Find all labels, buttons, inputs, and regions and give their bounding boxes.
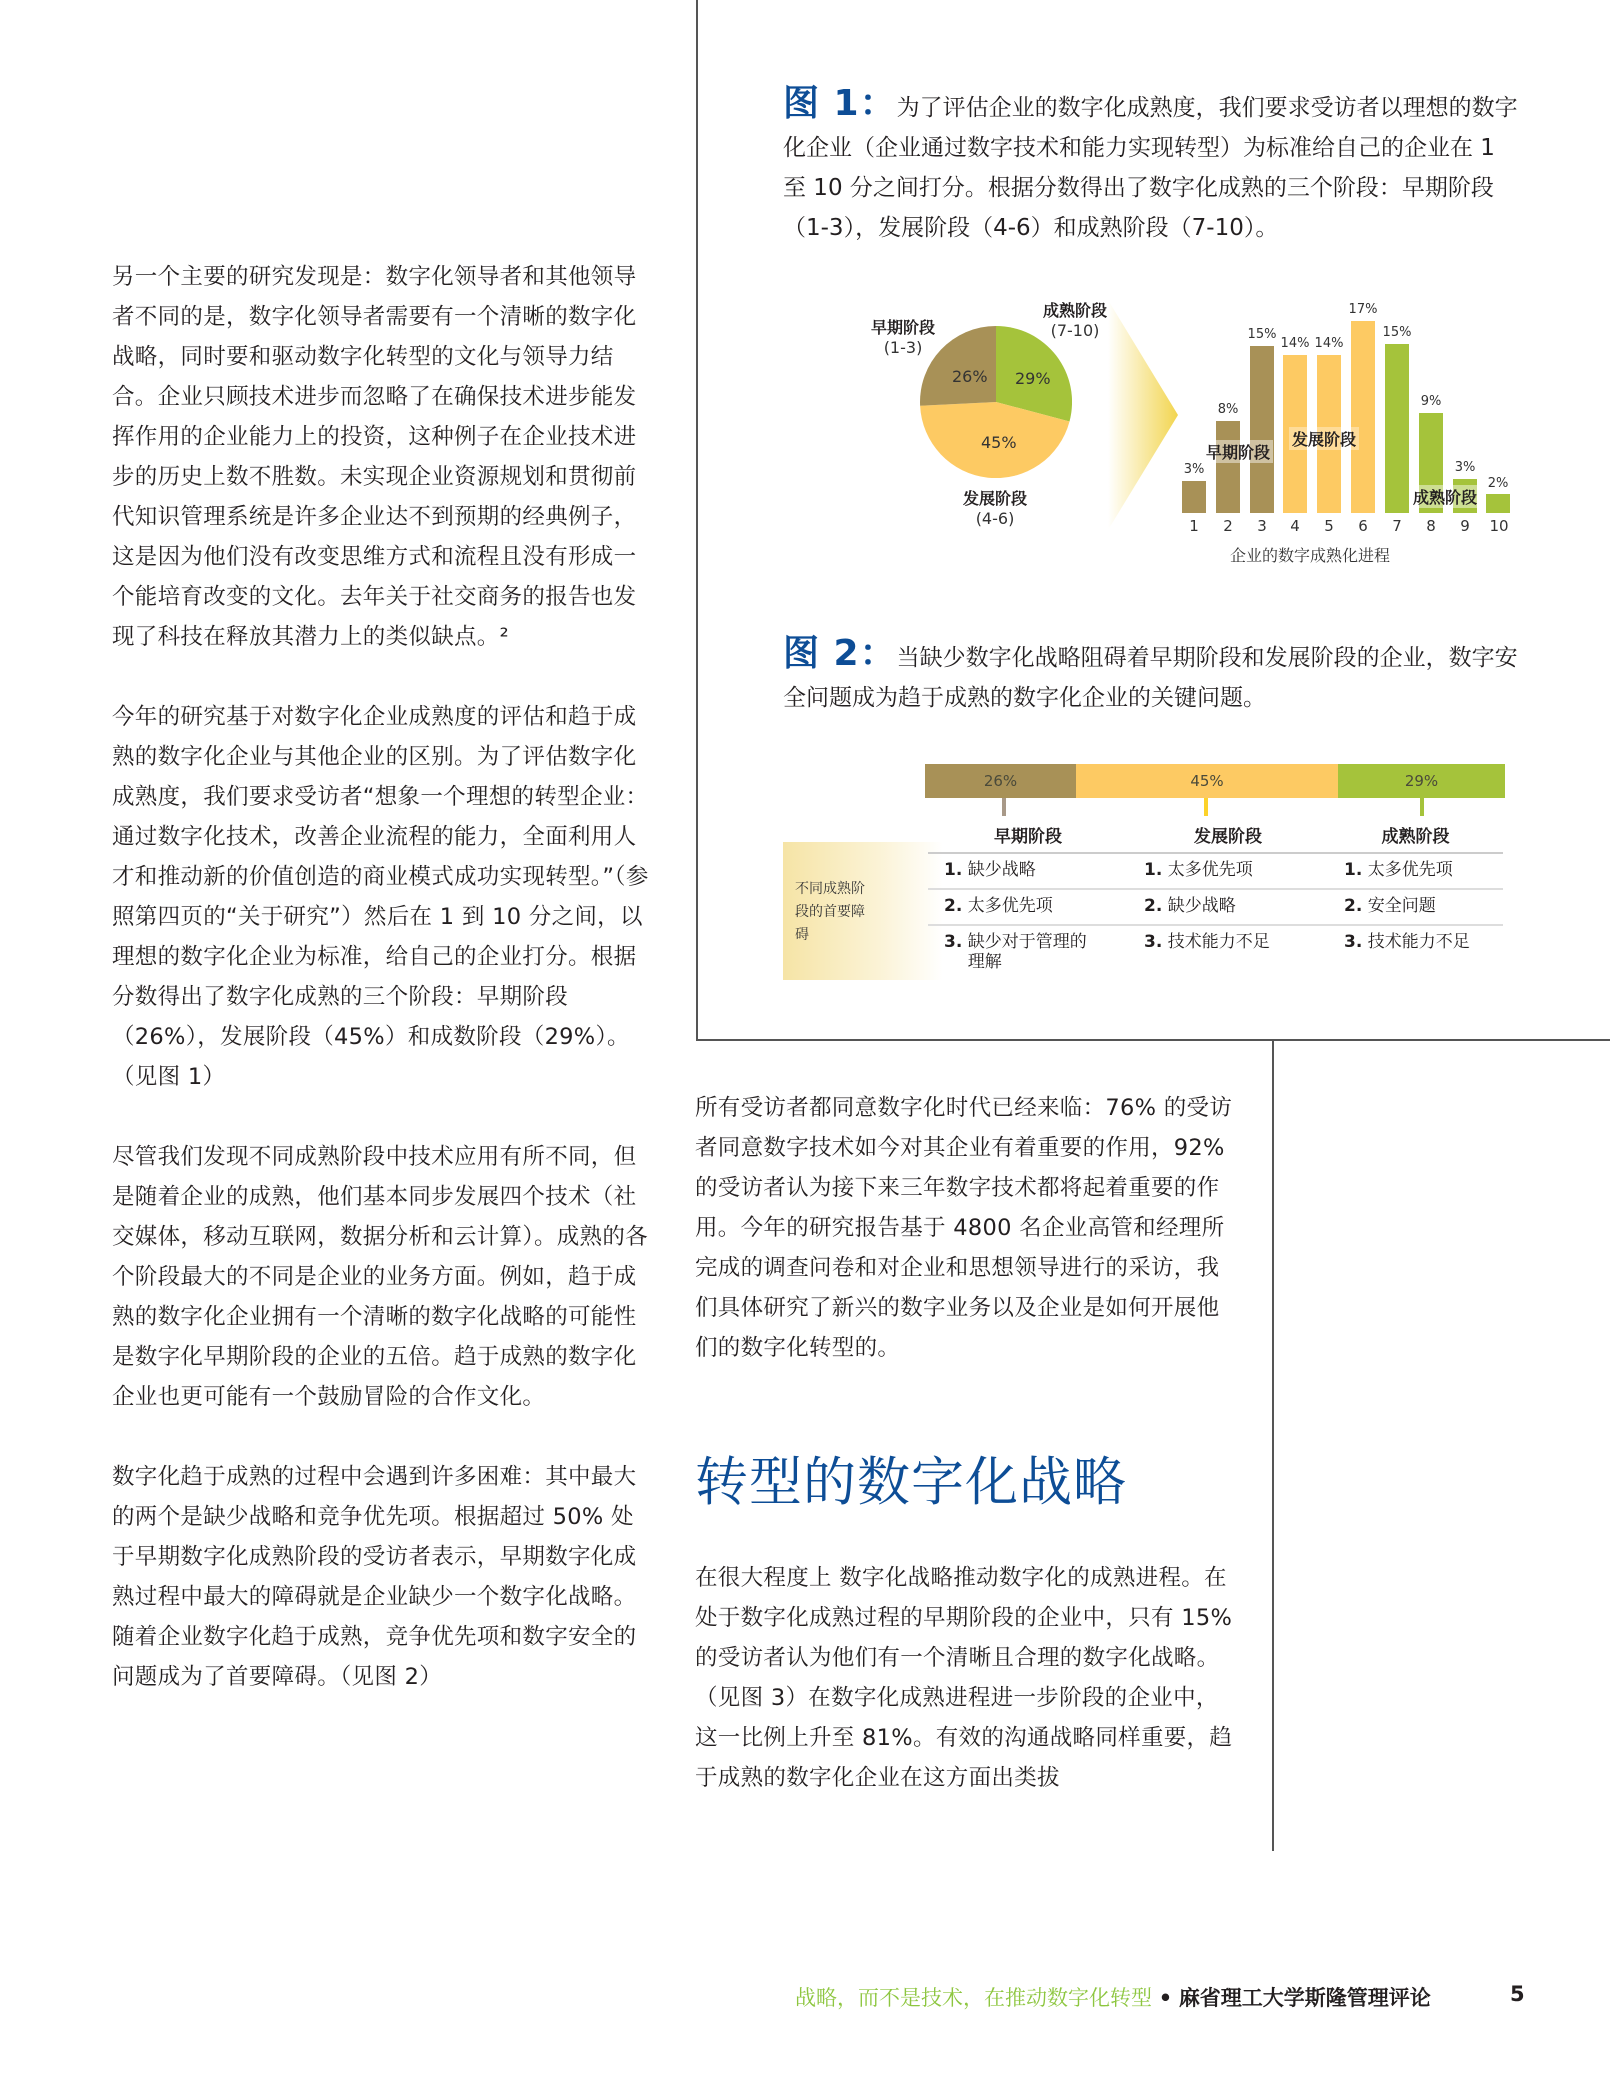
chevron-arrow-icon [1108, 300, 1178, 530]
obstacle-item: 1. 太多优先项 [1128, 854, 1328, 890]
bar-10 [1486, 494, 1510, 513]
stage-heading: 早期阶段 [928, 822, 1128, 854]
page-number: 5 [1510, 1982, 1525, 2006]
obstacle-item: 1. 太多优先项 [1328, 854, 1503, 890]
connector-mature [1420, 798, 1424, 816]
stage-heading: 成熟阶段 [1328, 822, 1503, 854]
bar-value-3: 15% [1247, 327, 1277, 342]
stage-heading: 发展阶段 [1128, 822, 1328, 854]
bar-stage-label-developing: 发展阶段 [1289, 427, 1359, 450]
share-segment-mature: 29% [1338, 764, 1505, 798]
stage-share-bar [925, 764, 1505, 824]
figure1-caption-text: 为了评估企业的数字化成熟度，我们要求受访者以理想的数字化企业（企业通过数字技术和能力实现转型）为标准给自己的企业在 1 至 10 分之间打分。根据分数得出了数字化成熟的三个阶段：早期阶段（1-3），发展阶段（4-6）和成熟阶段（7-10）。 [783, 95, 1518, 241]
left-column [112, 257, 652, 1697]
pie-value-mature: 29% [1015, 369, 1051, 388]
obstacle-item: 2. 安全问题 [1328, 890, 1503, 926]
page-footer [795, 1982, 1525, 2012]
obstacles-column-early [928, 822, 1128, 978]
connector-developing [1204, 798, 1208, 816]
obstacle-item: 2. 缺少战略 [1128, 890, 1328, 926]
bar-7 [1385, 344, 1409, 513]
bar-value-8: 9% [1420, 394, 1442, 409]
x-tick-5: 5 [1324, 517, 1334, 535]
obstacle-item: 1. 缺少战略 [928, 854, 1128, 890]
x-tick-6: 6 [1358, 517, 1368, 535]
bar-plot-area [1180, 300, 1520, 513]
pie-value-early: 26% [952, 367, 988, 386]
figure1-caption [783, 84, 1523, 248]
share-segment-early: 26% [925, 764, 1076, 798]
x-tick-10: 10 [1489, 517, 1509, 535]
figure1-label: 图 1： [783, 83, 897, 124]
figure2-label: 图 2： [783, 633, 897, 674]
obstacles-column-mature [1328, 822, 1503, 960]
x-tick-4: 4 [1290, 517, 1300, 535]
column-divider [1272, 1041, 1274, 1851]
obstacles-side-label: 不同成熟阶段的首要障碍 [795, 881, 865, 943]
obstacle-item: 3. 技术能力不足 [1144, 932, 1270, 952]
x-axis-label: 企业的数字成熟化进程 [1230, 546, 1391, 565]
bar-stage-label-early: 早期阶段 [1203, 440, 1273, 463]
x-tick-9: 9 [1460, 517, 1470, 535]
bar-6 [1351, 321, 1375, 513]
figure2-caption-text: 当缺少数字化战略阻碍着早期阶段和发展阶段的企业，数字安全问题成为趋于成熟的数字化企业的关键问题。 [783, 645, 1518, 711]
obstacles-side-panel [783, 842, 943, 980]
bar-2 [1216, 421, 1240, 513]
right-column-intro: 所有受访者都同意数字化时代已经来临：76% 的受访者同意数字技术如今对其企业有着重要的作用，92% 的受访者认为接下来三年数字技术都将起着重要的作用。今年的研究报告基于 4800 名企业高管和经理所完成的调查问卷和对企业和思想领导进行的采访，我们具体研究了新兴的数字业务以及企业是如何开展他们的数字化转型的。 [695, 1095, 1233, 1361]
share-segment-developing: 45% [1076, 764, 1338, 798]
paragraph: 数字化趋于成熟的过程中会遇到许多困难：其中最大的两个是缺少战略和竞争优先项。根据超过 50% 处于早期数字化成熟阶段的受访者表示，早期数字化成熟过程中最大的障碍就是企业缺少一个数字化战略。随着企业数字化趋于成熟，竞争优先项和数字安全的问题成为了首要障碍。（见图 2） [112, 1464, 637, 1690]
obstacles-column-developing [1128, 822, 1328, 960]
obstacle-item: 3. 缺少对于管理的理解 [944, 932, 1087, 972]
bar-value-5: 14% [1314, 336, 1344, 351]
paragraph: 今年的研究基于对数字化企业成熟度的评估和趋于成熟的数字化企业与其他企业的区别。为了评估数字化成熟度，我们要求受访者“想象一个理想的转型企业：通过数字化技术，改善企业流程的能力，全面利用人才和推动新的价值创造的商业模式成功实现转型。”（参照第四页的“关于研究”）然后在 1 到 10 分之间，以理想的数字化企业为标准，给自己的企业打分。根据分数得出了数字化成熟的三个阶段：早期阶段（26%），发展阶段（45%）和成数阶段（29%）。（见图 1） [112, 704, 649, 1090]
pie-label-mature: 成熟阶段 (7-10) [1042, 301, 1107, 340]
pie-label-early: 早期阶段 (1-3) [870, 318, 935, 357]
obstacle-item: 2. 太多优先项 [928, 890, 1128, 926]
bar-value-9: 3% [1454, 460, 1476, 475]
section-heading: 转型的数字化战略 [695, 1452, 1127, 1513]
connector-early [1002, 798, 1006, 816]
x-tick-8: 8 [1426, 517, 1436, 535]
x-tick-7: 7 [1392, 517, 1402, 535]
bar-stage-label-mature: 成熟阶段 [1410, 485, 1480, 508]
bar-1 [1182, 481, 1206, 513]
bar-3 [1250, 346, 1274, 513]
pie-label-developing: 发展阶段 (4-6) [962, 489, 1027, 528]
bar-value-4: 14% [1280, 336, 1310, 351]
figure-box-bottom-border [696, 1039, 1610, 1041]
paragraph: 另一个主要的研究发现是：数字化领导者和其他领导者不同的是，数字化领导者需要有一个清晰的数字化战略，同时要和驱动数字化转型的文化与领导力结合。企业只顾技术进步而忽略了在确保技术进步能发挥作用的企业能力上的投资，这种例子在企业技术进步的历史上数不胜数。未实现企业资源规划和贯彻前代知识管理系统是许多企业达不到预期的经典例子，这是因为他们没有改变思维方式和流程且没有形成一个能培育改变的文化。去年关于社交商务的报告也发现了科技在释放其潜力上的类似缺点。² [112, 264, 637, 650]
figure2-caption [783, 634, 1523, 718]
x-tick-2: 2 [1223, 517, 1233, 535]
bar-value-10: 2% [1487, 476, 1509, 491]
figure-box-left-border [696, 0, 698, 1041]
maturity-bar-chart [1180, 300, 1520, 535]
x-tick-1: 1 [1189, 517, 1199, 535]
obstacle-item: 3. 技术能力不足 [1344, 932, 1470, 952]
paragraph: 尽管我们发现不同成熟阶段中技术应用有所不同，但是随着企业的成熟，他们基本同步发展四个技术（社交媒体，移动互联网，数据分析和云计算）。成熟的各个阶段最大的不同是企业的业务方面。例如，趋于成熟的数字化企业拥有一个清晰的数字化战略的可能性是数字化早期阶段的企业的五倍。趋于成熟的数字化企业也更可能有一个鼓励冒险的合作文化。 [112, 1144, 648, 1410]
right-column-body: 在很大程度上 数字化战略推动数字化的成熟进程。在处于数字化成熟过程的早期阶段的企业中，只有 15% 的受访者认为他们有一个清晰且合理的数字化战略。（见图 3）在数字化成熟进程进一步阶段的企业中，这一比例上升至 81%。有效的沟通战略同样重要，趋于成熟的数字化企业在这方面出类拔 [695, 1565, 1233, 1791]
bar-value-1: 3% [1183, 462, 1205, 477]
bar-value-7: 15% [1382, 325, 1412, 340]
footer-bullet: • [1158, 1986, 1173, 2010]
footer-title: 战略，而不是技术，在推动数字化转型 [795, 1986, 1152, 2010]
bar-value-2: 8% [1217, 402, 1239, 417]
bar-value-6: 17% [1348, 302, 1378, 317]
footer-publication: 麻省理工大学斯隆管理评论 [1178, 1986, 1431, 2010]
x-tick-3: 3 [1257, 517, 1267, 535]
pie-value-developing: 45% [981, 433, 1017, 452]
